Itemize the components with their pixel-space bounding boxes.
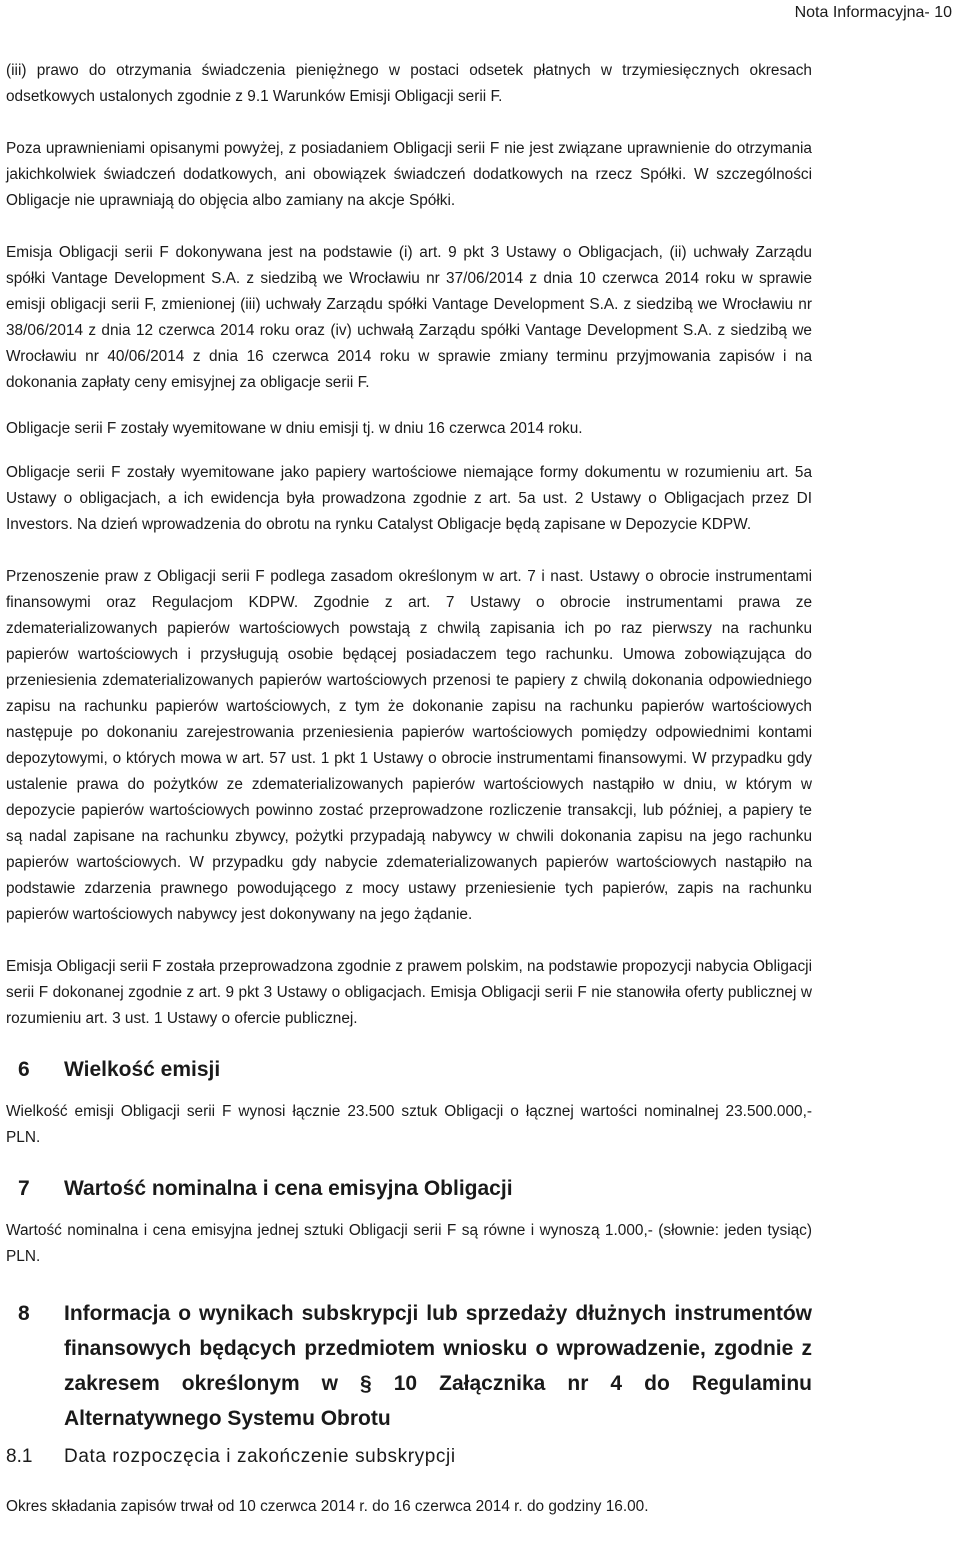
subsection-number: 8.1 [6, 1446, 33, 1467]
section-title: Informacja o wynikach subskrypcji lub sprzedaży dłużnych instrumentów finansowych będących przedmiotem wniosku o wprowadzenie, zgodnie z zakresem określonym w § 10 Załącznika nr 4 do Regulaminu Alternatywnego Systemu Obrotu [64, 1302, 812, 1430]
paragraph-legal-basis: Emisja Obligacji serii F dokonywana jest na podstawie (i) art. 9 pkt 3 Ustawy o Obligacjach, (ii) uchwały Zarządu spółki Vantage Development S.A. z siedzibą we Wrocławiu nr 37/06/2014 z dnia 10 czerwca 2014 roku w sprawie emisji obligacji serii F, zmienionej (iii) uchwały Zarządu spółki Vantage Development S.A. z siedzibą we Wrocławiu nr 38/06/2014 z dnia 12 czerwca 2014 roku oraz (iv) uchwałą Zarządu spółki Vantage Development S.A. z siedzibą we Wrocławiu nr 40/06/2014 z dnia 16 czerwca 2014 roku w sprawie zmiany terminu przyjmowania zapisów i na dokonania zapłaty ceny emisyjnej za obligacje serii F. [6, 244, 812, 391]
section-number: 7 [18, 1177, 30, 1200]
document-body [6, 58, 812, 1520]
section-heading-8 [6, 1296, 812, 1436]
section-number: 8 [18, 1302, 30, 1325]
paragraph-rights-interest: (iii) prawo do otrzymania świadczenia pieniężnego w postaci odsetek płatnych w trzymiesięcznych okresach odsetkowych ustalonych zgodnie z 9.1 Warunków Emisji Obligacji serii F. [6, 62, 812, 105]
subsection-heading-8-1 [6, 1440, 812, 1474]
paragraph-issue-size: Wielkość emisji Obligacji serii F wynosi łącznie 23.500 sztuk Obligacji o łącznej wartości nominalnej 23.500.000,- PLN. [6, 1103, 812, 1146]
section-heading-6 [6, 1052, 812, 1087]
section-number: 6 [18, 1058, 30, 1081]
paragraph-issue-date: Obligacje serii F zostały wyemitowane w dniu emisji tj. w dniu 16 czerwca 2014 roku. [6, 420, 583, 437]
page-header: Nota Informacyjna- 10 [794, 4, 952, 21]
section-title: Wartość nominalna i cena emisyjna Obligacji [64, 1177, 513, 1200]
paragraph-nominal-value: Wartość nominalna i cena emisyjna jednej sztuki Obligacji serii F są równe i wynoszą 1.000,- (słownie: jeden tysiąc) PLN. [6, 1222, 812, 1265]
paragraph-no-additional-rights: Poza uprawnieniami opisanymi powyżej, z posiadaniem Obligacji serii F nie jest związane uprawnienie do otrzymania jakichkolwiek świadczeń dodatkowych, ani obowiązek świadczeń dodatkowych na rzecz Spółki. W szczególności Obligacje nie uprawniają do objęcia albo zamiany na akcje Spółki. [6, 140, 812, 209]
subsection-title: Data rozpoczęcia i zakończenie subskrypcji [64, 1446, 456, 1467]
paragraph-dematerialized: Obligacje serii F zostały wyemitowane jako papiery wartościowe niemające formy dokumentu w rozumieniu art. 5a Ustawy o obligacjach, a ich ewidencja była prowadzona zgodnie z art. 5a ust. 2 Ustawy o Obligacjach przez DI Investors. Na dzień wprowadzenia do obrotu na rynku Catalyst Obligacje będą zapisane w Depozycie KDPW. [6, 464, 812, 533]
paragraph-transfer-rights: Przenoszenie praw z Obligacji serii F podlega zasadom określonym w art. 7 i nast. Ustawy o obrocie instrumentami finansowymi oraz Regulacjom KDPW. Zgodnie z art. 7 Ustawy o obrocie instrumentami prawa ze zdematerializowanych papierów wartościowych powstają z chwilą zapisania ich po raz pierwszy na rachunku papierów wartościowych i przysługują osobie będącej posiadaczem tego rachunku. Umowa zobowiązująca do przeniesienia zdematerializowanych papierów wartościowych przenosi te papiery z chwilą dokonania odpowiedniego zapisu na rachunku papierów wartościowych, z tym że dokonanie zapisu na rachunku papierów wartościowych następuje po dokonaniu zarejestrowania przeniesienia papierów wartościowych pomiędzy odpowiednimi kontami depozytowymi, o których mowa w art. 57 ust. 1 pkt 1 Ustawy o obrocie instrumentami finansowymi. W przypadku gdy ustalenie prawa do pożytków ze zdematerializowanych papierów wartościowych nastąpiło w dniu, w którym w depozycie papierów wartościowych powinno zostać przeprowadzone rozliczenie transakcji, lub później, a papiery te są nadal zapisane na rachunku zbywcy, pożytki przypadają nabywcy w chwili dokonania zapisu na jego rachunku papierów wartościowych. W przypadku gdy nabycie zdematerializowanych papierów wartościowych nastąpiło na podstawie zdarzenia prawnego powodującego z mocy ustawy przeniesienie tych papierów, zapis na rachunku papierów wartościowych nabywcy jest dokonywany na jego żądanie. [6, 568, 812, 923]
section-heading-7 [6, 1171, 812, 1206]
section-title: Wielkość emisji [64, 1058, 221, 1081]
paragraph-subscription-period: Okres składania zapisów trwał od 10 czerwca 2014 r. do 16 czerwca 2014 r. do godziny 16.00. [6, 1498, 649, 1515]
paragraph-polish-law: Emisja Obligacji serii F została przeprowadzona zgodnie z prawem polskim, na podstawie propozycji nabycia Obligacji serii F dokonanej zgodnie z art. 9 pkt 3 Ustawy o obligacjach. Emisja Obligacji serii F nie stanowiła oferty publicznej w rozumieniu art. 3 ust. 1 Ustawy o ofercie publicznej. [6, 958, 812, 1027]
